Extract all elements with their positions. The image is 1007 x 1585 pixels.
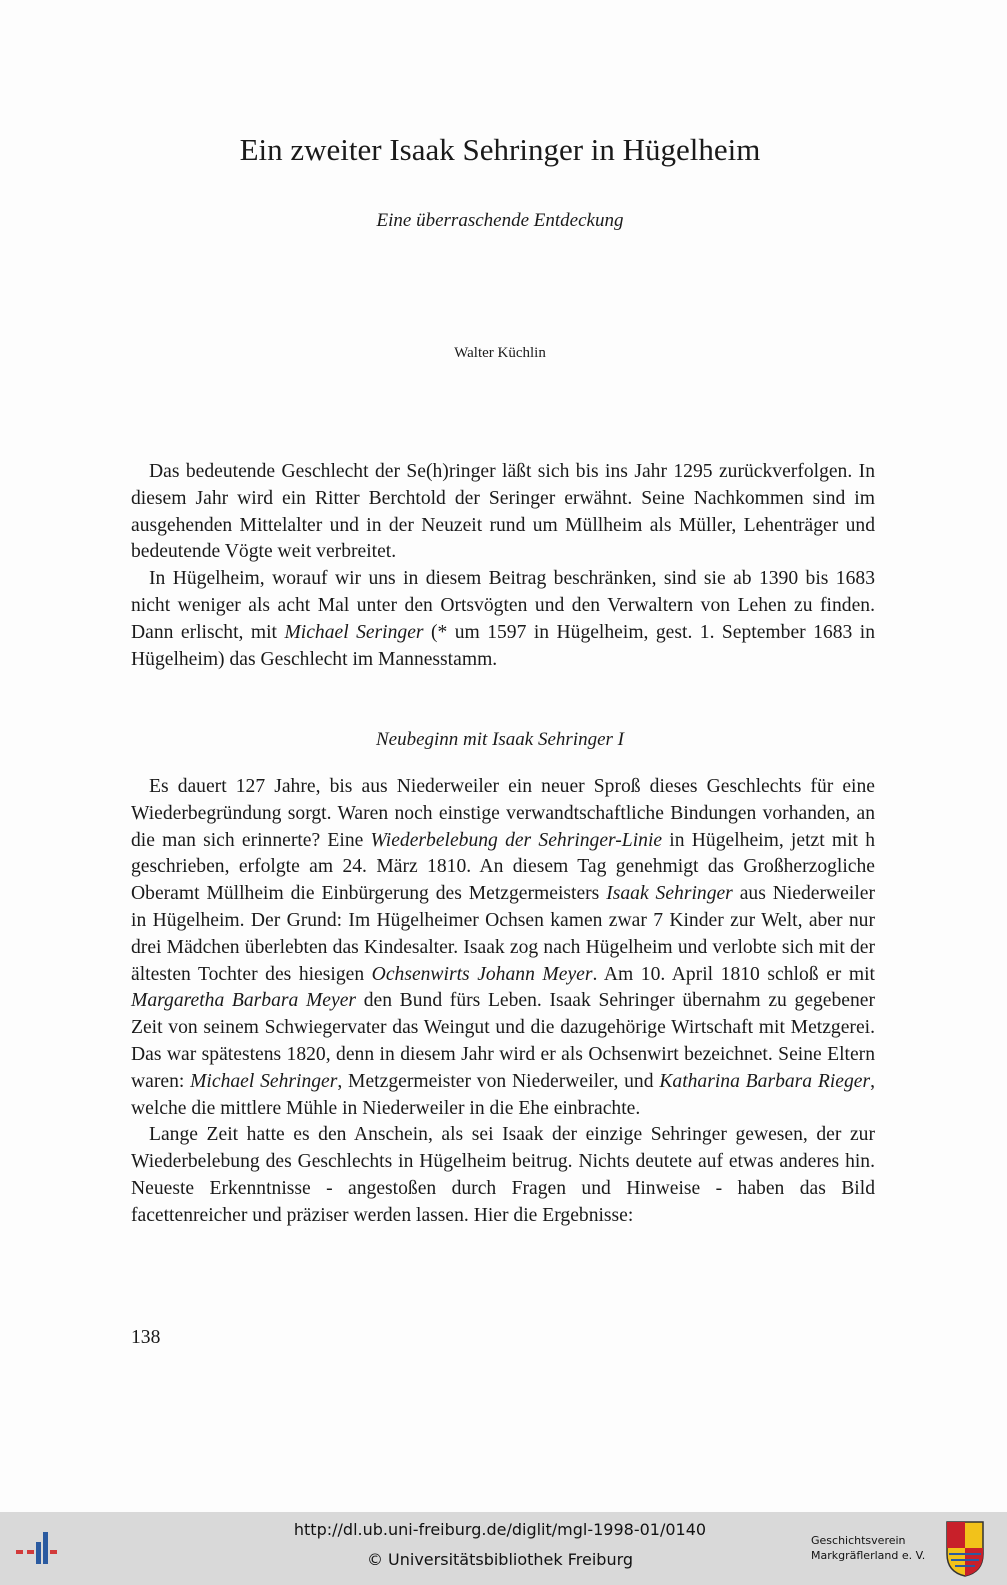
article-author: Walter Küchlin (454, 345, 546, 361)
paragraph: Lange Zeit hatte es den Anschein, als sei Isaak der einzige Sehringer gewesen, der zur Wiederbelebung des Geschlechts in Hügelheim beitrug. Nichts deutete auf etwas anderes hin. Neueste Erkenntnisse - angestoßen durch Fragen und Hinweise - haben das Bild facettenreicher und präziser werden lassen. Hier die Ergebnisse: (131, 1124, 875, 1226)
main-text-block (131, 774, 875, 1230)
paragraph: In Hügelheim, worauf wir uns in diesem Beitrag beschränken, sind sie ab 1390 bis 1683 nicht weniger als acht Mal unter den Ortsvögten und den Verwaltern von Lehen zu finden. Dann erlischt, mit Michael Seringer (* um 1597 in Hügelheim, gest. 1. September 1683 in Hügelheim) das Geschlecht im Mannesstamm. (131, 568, 875, 670)
coat-of-arms-icon (945, 1520, 985, 1578)
society-name: Geschichtsverein Markgräflerland e. V. (811, 1534, 926, 1562)
footer-copyright: © Universitätsbibliothek Freiburg (366, 1550, 634, 1569)
footer-bar (0, 1512, 1007, 1585)
footer-url[interactable]: http://dl.ub.uni-freiburg.de/diglit/mgl-1998-01/0140 (293, 1520, 707, 1539)
paragraph: Es dauert 127 Jahre, bis aus Niederweiler ein neuer Sproß dieses Geschlechts für eine Wiederbegründung sorgt. Waren noch einstige verwandtschaftliche Bindungen vorhanden, an die man sich erinnerte? Eine Wiederbelebung der Sehringer-Linie in Hügelheim, jetzt mit h geschrieben, erfolgte am 24. März 1810. An diesem Tag genehmigt das Großherzogliche Oberamt Müllheim die Einbürgerung des Metzgermeisters Isaak Sehringer aus Niederweiler in Hügelheim. Der Grund: Im Hügelheimer Ochsen kamen zwar 7 Kinder zur Welt, aber nur drei Mädchen überlebten das Kindesalter. Isaak zog nach Hügelheim und verlobte sich mit der ältesten Tochter des hiesigen Ochsenwirts Johann Meyer. Am 10. April 1810 schloß er mit Margaretha Barbara Meyer den Bund fürs Leben. Isaak Sehringer übernahm zu gegebener Zeit von seinem Schwiegervater das Weingut und die dazugehörige Wirtschaft mit Metzgerei. Das war spätestens 1820, denn in diesem Jahr wird er als Ochsenwirt bezeichnet. Seine Eltern waren: Michael Sehringer, Metzgermeister von Niederweiler, und Katharina Barbara Rieger, welche die mittlere Mühle in Niederweiler in die Ehe einbrachte. (131, 776, 876, 1119)
intro-text-block (131, 459, 875, 673)
section-heading: Neubeginn mit Isaak Sehringer I (375, 729, 624, 750)
paragraph: Das bedeutende Geschlecht der Se(h)ringer läßt sich bis ins Jahr 1295 zurückverfolgen. In diesem Jahr wird ein Ritter Berchtold der Seringer erwähnt. Seine Nachkommen sind im ausgehenden Mittelalter und in der Neuzeit rund um Müllheim als Müller, Lehenträger und bedeutende Vögte weit verbreitet. (131, 461, 875, 563)
article-title: Ein zweiter Isaak Sehringer in Hügelheim (239, 132, 761, 167)
page-number: 138 (131, 1327, 161, 1348)
article-subtitle: Eine überraschende Entdeckung (376, 210, 624, 231)
